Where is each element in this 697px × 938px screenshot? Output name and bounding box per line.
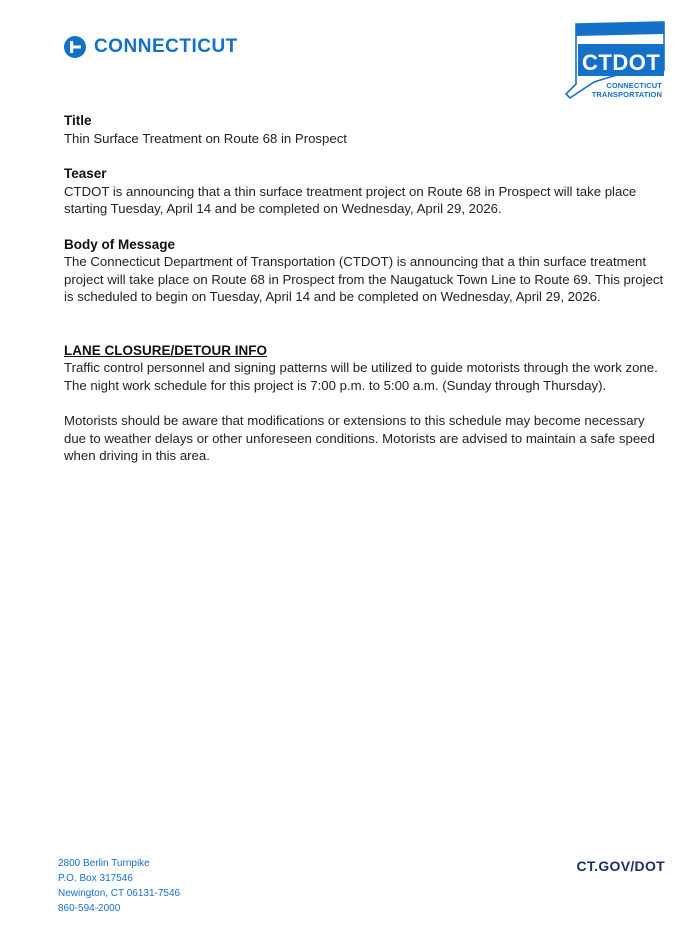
teaser-section <box>64 165 664 218</box>
address-city: Newington, CT 06131-7546 <box>58 888 181 899</box>
motorist-advisory-paragraph: Motorists should be aware that modifications or extensions to this schedule may become necessary due to weather delays or other unforeseen conditions. Motorists are advised to maintain a safe speed when driving in this area. <box>64 413 655 463</box>
footer-website: CT.GOV/DOT <box>576 858 665 874</box>
address-po-box: P.O. Box 317546 <box>58 873 133 884</box>
title-heading: Title <box>64 113 92 128</box>
body-section <box>64 236 664 306</box>
connecticut-logo <box>64 36 238 58</box>
footer-address <box>58 856 180 916</box>
teaser-text: CTDOT is announcing that a thin surface treatment project on Route 68 in Prospect will take place starting Tuesday, April 14 and be completed on Wednesday, April 29, 2026. <box>64 183 637 216</box>
release-content <box>64 112 664 465</box>
ctdot-wordmark: CTDOT <box>582 50 661 75</box>
footer-phone: 860-594-2000 <box>58 903 121 914</box>
body-text: The Connecticut Department of Transportation (CTDOT) is announcing that a thin surface treatment project will take place on Route 68 in Prospect from the Naugatuck Town Line to Route 69. This project is scheduled to begin on Tuesday, April 14 and be completed on Wednesday, April 29, 2026. <box>64 254 664 304</box>
address-street: 2800 Berlin Turnpike <box>58 858 150 869</box>
state-name: CONNECTICUT <box>94 36 238 57</box>
ctdot-subtitle-line1: CONNECTICUT <box>606 81 662 90</box>
lane-closure-section <box>64 342 664 465</box>
ctdot-subtitle-line2: TRANSPORTATION <box>591 89 662 99</box>
lane-closure-paragraph: Traffic control personnel and signing patterns will be utilized to guide motorists through the work zone. The night work schedule for this project is 7:00 p.m. to 5:00 a.m. (Sunday through Thursday). <box>64 360 658 393</box>
teaser-heading: Teaser <box>64 166 107 181</box>
ctdot-subtitle <box>592 82 662 99</box>
title-section <box>64 112 664 147</box>
body-heading: Body of Message <box>64 236 176 252</box>
title-text: Thin Surface Treatment on Route 68 in Prospect <box>64 130 347 146</box>
connecticut-mark-icon <box>64 36 86 58</box>
ctdot-logo <box>560 20 666 102</box>
lane-closure-heading: LANE CLOSURE/DETOUR INFO <box>64 342 268 358</box>
